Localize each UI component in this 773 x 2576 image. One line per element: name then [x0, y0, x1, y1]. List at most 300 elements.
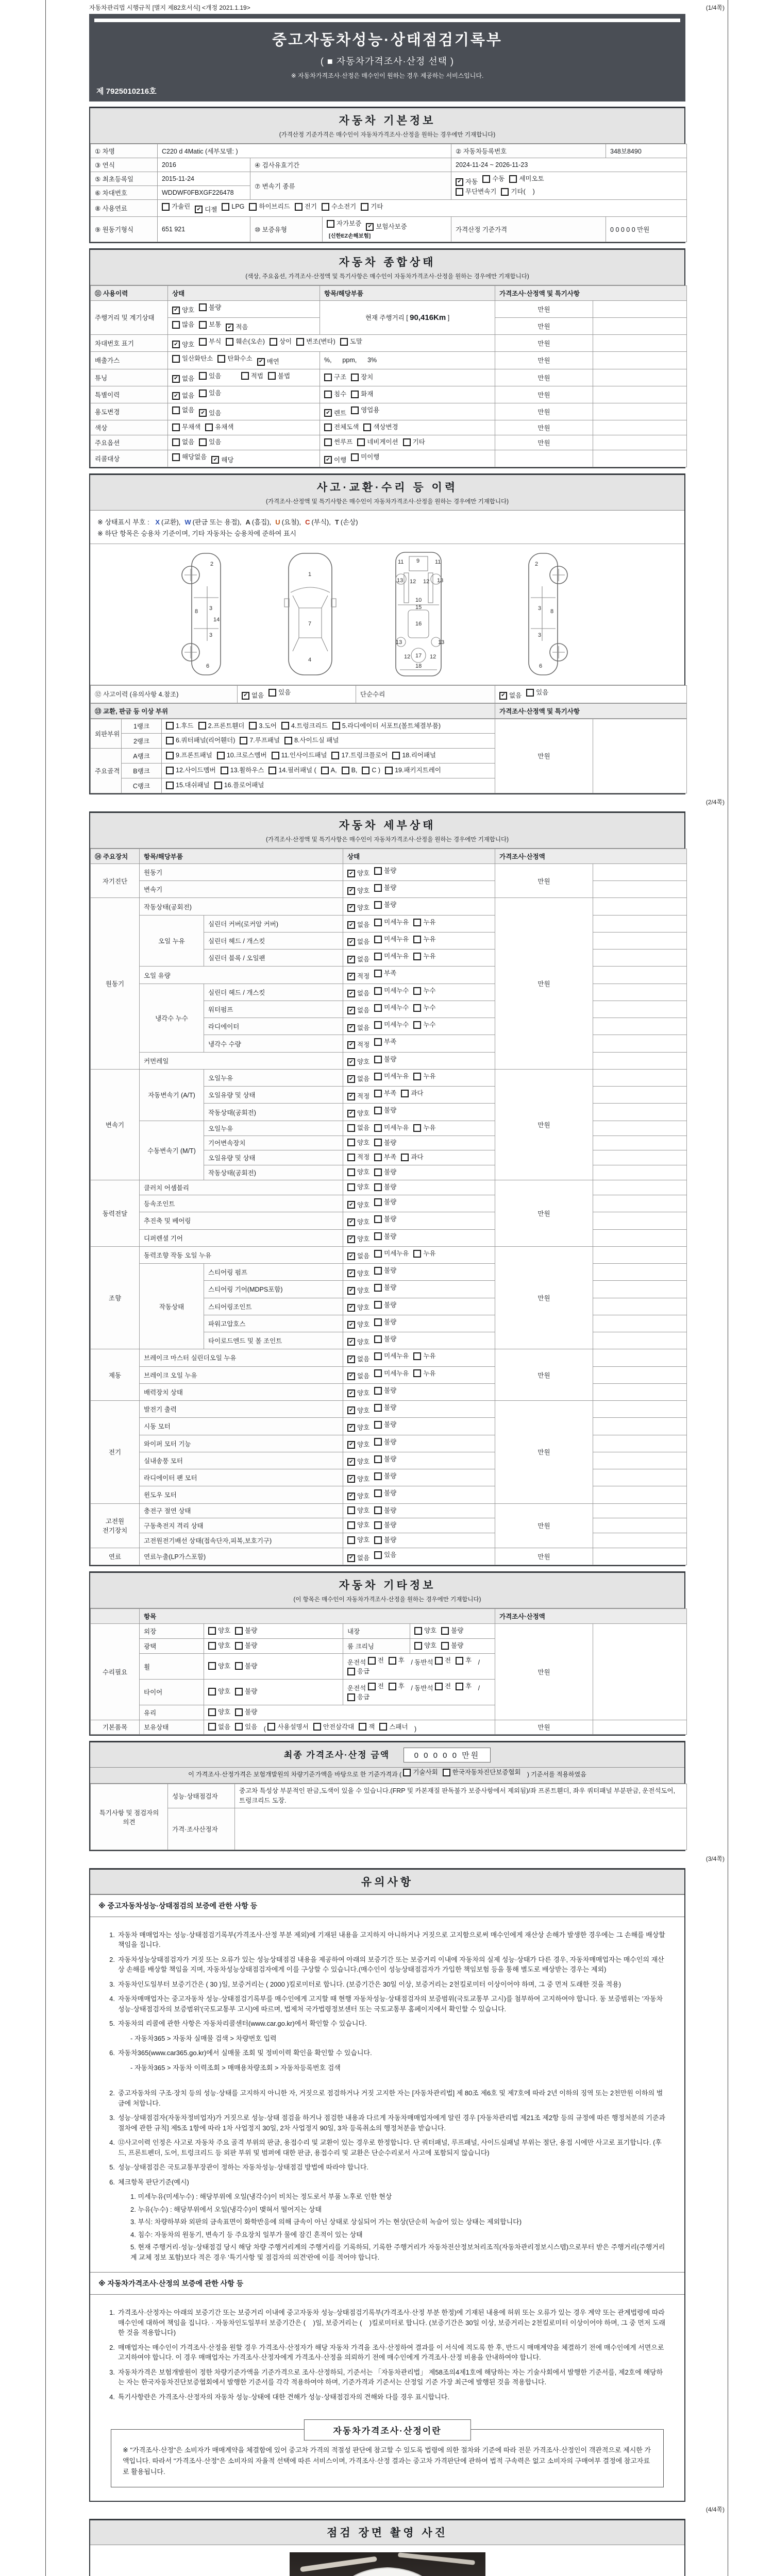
panel-number: 7	[308, 621, 311, 628]
checkbox-양호[interactable]: ✔ 양호	[347, 1337, 369, 1347]
checkbox-기타( )[interactable]: 기타( )	[501, 187, 534, 197]
checkbox-전체도색[interactable]: 전체도색	[324, 422, 359, 432]
checkbox-세미오토[interactable]: 세미오토	[509, 174, 544, 184]
checkbox-없음[interactable]: ✔ 없음	[347, 1553, 369, 1563]
item-label: 배력장치 상태	[140, 1383, 343, 1400]
item-label: 냉각수 수량	[204, 1035, 343, 1052]
checkbox-미세누수[interactable]: 미세누수	[374, 1020, 409, 1030]
notes-cell	[593, 1418, 687, 1435]
price-cell: 만원	[495, 1069, 593, 1180]
checkbox-16.플로어패널[interactable]: 16.플로어패널	[214, 781, 264, 790]
checkbox-누유[interactable]: 누유	[413, 952, 435, 961]
etc-title: 자동차 기타정보	[339, 1580, 436, 1592]
rankA-items	[162, 749, 495, 764]
checkbox-LPG[interactable]: LPG	[222, 202, 244, 212]
checkbox-없음[interactable]: ✔ 없음	[172, 374, 194, 384]
checkbox-9.프론트패널[interactable]: 9.프론트패널	[166, 751, 212, 760]
checkbox-자동[interactable]: ✔ 자동	[456, 177, 478, 187]
checkbox-14.필러패널 ([interactable]: 14.필러패널 (	[268, 766, 316, 775]
main-option-label: 주요옵션	[91, 435, 168, 450]
final-amount-value: 0 0 0 0 0 만원	[404, 1748, 491, 1762]
checkbox-양호[interactable]: ✔ 양호	[347, 1200, 369, 1210]
checkbox-잭[interactable]: 잭	[359, 1722, 375, 1732]
notes-cell	[593, 420, 687, 435]
checkbox-침수[interactable]: 침수	[324, 389, 346, 399]
checkbox-보통[interactable]: 보통	[199, 320, 221, 330]
checkbox-4.트렁크리드[interactable]: 4.트렁크리드	[281, 721, 328, 731]
notes-cell	[593, 1052, 687, 1069]
checkbox-없음[interactable]: ✔ 없음	[347, 1074, 369, 1084]
panel-number: 13	[438, 639, 444, 646]
checkbox-불량[interactable]: 불량	[374, 866, 396, 876]
checkbox-양호[interactable]: 양호	[208, 1687, 230, 1697]
notice-subitem: 3. 부식: 차량하부와 외판의 금속표면이 화학반응에 의해 금속이 아닌 상태로 상실되어 가는 현상(단순히 녹슬어 있는 상태는 제외합니다)	[130, 2218, 522, 2226]
panel-number: 3	[537, 632, 541, 639]
checkbox-1.후드[interactable]: 1.후드	[166, 721, 194, 731]
checkbox-7.루프패널[interactable]: 7.루프패널	[240, 736, 280, 745]
checkbox-5.라디에이터 서포트(볼트체결부품)[interactable]: 5.라디에이터 서포트(볼트체결부품)	[332, 721, 441, 731]
checkbox-없음[interactable]: ✔ 없음	[347, 1354, 369, 1364]
hold-options-cell	[204, 1720, 495, 1735]
checkbox-불량[interactable]: 불량	[374, 900, 396, 910]
tuning-exist-options	[172, 374, 226, 381]
rank2-items	[162, 734, 495, 749]
checkbox-C )[interactable]: C )	[362, 766, 380, 775]
base-price-label: 가격산정 기준가격	[451, 217, 606, 242]
checkbox-양호[interactable]: ✔ 양호	[347, 1303, 369, 1313]
notice-subitem: - 자동차365 > 자동차 실매물 검색 > 차량번호 입력	[130, 2034, 277, 2042]
glass-label: 유리	[140, 1705, 204, 1720]
checkbox-불량[interactable]: 불량	[374, 1197, 396, 1207]
item-label: 워터펌프	[204, 1001, 343, 1018]
notes-cell	[593, 1104, 687, 1121]
checkbox-양호[interactable]: ✔ 양호	[347, 903, 369, 913]
status-options	[343, 1087, 495, 1104]
notice-list-1	[90, 1917, 684, 2083]
checkbox-무채색[interactable]: 무채색	[172, 422, 200, 432]
checkbox-불량[interactable]: 불량	[374, 1454, 396, 1464]
checkbox-양호[interactable]: 양호	[347, 1520, 369, 1530]
checkbox-전[interactable]: 전	[368, 1682, 384, 1691]
col-usage-history: ⑪ 사용이력	[91, 285, 168, 300]
rank-label: B랭크	[122, 764, 162, 778]
notes-cell	[593, 386, 687, 403]
transmission-options-line1	[456, 174, 682, 187]
status-code-legend	[90, 511, 684, 544]
checkbox-썬루프[interactable]: 썬루프	[324, 437, 352, 447]
checkbox-8.사이드실 패널[interactable]: 8.사이드실 패널	[284, 736, 339, 745]
checkbox-보험사보증[interactable]: ✔ 보험사보증	[366, 222, 407, 232]
status-options	[343, 967, 495, 984]
notice-list-3	[90, 2295, 684, 2414]
status-options	[343, 1281, 495, 1298]
checkbox-렌트[interactable]: ✔ 렌트	[324, 409, 346, 418]
checkbox-적법[interactable]: 적법	[241, 371, 263, 381]
notes-cell	[593, 1136, 687, 1150]
checkbox-양호[interactable]: 양호	[347, 1182, 369, 1192]
tuning-label: 튜닝	[91, 369, 168, 386]
checkbox-불량[interactable]: 불량	[235, 1662, 257, 1671]
checkbox-미세누유[interactable]: 미세누유	[374, 1369, 409, 1379]
checkbox-부족[interactable]: 부족	[374, 969, 396, 978]
checkbox-불량[interactable]: 불량	[235, 1626, 257, 1636]
checkbox-이행[interactable]: ✔ 이행	[324, 455, 346, 465]
checkbox-2.프론트휀더[interactable]: 2.프론트휀더	[198, 721, 245, 731]
checkbox-적정[interactable]: 적정	[347, 1153, 369, 1162]
price-cell	[495, 450, 593, 467]
item-label: 스티어링 기어(MDPS포함)	[204, 1281, 343, 1298]
passenger-seat-label: / 동반석	[411, 1659, 433, 1666]
page-number-1: (1/4쪽)	[705, 4, 725, 11]
checkbox-유채색[interactable]: 유채색	[205, 422, 233, 432]
checkbox-미세누유[interactable]: 미세누유	[374, 918, 409, 927]
checkbox-양호[interactable]: ✔ 양호	[347, 869, 369, 878]
checkbox-불량[interactable]: 불량	[374, 1403, 396, 1413]
checkbox-없음[interactable]: ✔ 없음	[347, 1251, 369, 1261]
checkbox-불량[interactable]: 불량	[374, 1214, 396, 1224]
checkbox-과다[interactable]: 과다	[401, 1089, 423, 1098]
checkbox-한국자동차진단보증협회[interactable]: 한국자동차진단보증협회	[443, 1768, 521, 1777]
document-title: 중고자동차성능·상태점검기록부	[272, 32, 502, 48]
vin-value: WDDWF0FBXGF226478	[158, 186, 250, 200]
checkbox-없음[interactable]: ✔ 없음	[242, 691, 264, 701]
etc-col-price: 가격조사·산정액	[495, 1609, 687, 1624]
checkbox-불량[interactable]: 불량	[374, 1055, 396, 1064]
item-label: 윈도우 모터	[140, 1486, 343, 1503]
legend-note: ※ 하단 항목은 승용차 기준이며, 기타 자동차는 승용차에 준하여 표시	[97, 530, 297, 538]
panel-number: 17	[415, 653, 422, 659]
checkbox-3.도어[interactable]: 3.도어	[249, 721, 277, 731]
detail-row	[91, 1435, 687, 1452]
accident-history-section	[89, 473, 685, 794]
checkbox-색상변경[interactable]: 색상변경	[363, 422, 398, 432]
first-registration-label: ⑤ 최초등록일	[91, 172, 158, 186]
checkbox-누유[interactable]: 누유	[413, 918, 435, 927]
checkbox-불량[interactable]: 불량	[374, 1420, 396, 1430]
checkbox-훼손(오손)[interactable]: 훼손(오손)	[226, 337, 265, 347]
checkbox-양호[interactable]: ✔ 양호	[347, 1057, 369, 1067]
checkbox-15.대쉬패널[interactable]: 15.대쉬패널	[166, 781, 210, 790]
checkbox-없음[interactable]: 없음	[347, 1123, 369, 1133]
checkbox-전[interactable]: 전	[435, 1656, 451, 1666]
checkbox-화재[interactable]: 화재	[351, 389, 373, 399]
checkbox-누유[interactable]: 누유	[413, 1369, 435, 1379]
checkbox-가솔린[interactable]: 가솔린	[162, 202, 190, 212]
checkbox-불량[interactable]: 불량	[235, 1707, 257, 1717]
checkbox-미세누유[interactable]: 미세누유	[374, 1351, 409, 1361]
checkbox-양호[interactable]: 양호	[347, 1506, 369, 1516]
checkbox-불량[interactable]: 불량	[441, 1641, 463, 1651]
checkbox-하이브리드[interactable]: 하이브리드	[249, 202, 290, 212]
checkbox-없음[interactable]: ✔ 없음	[499, 691, 522, 701]
checkbox-누수[interactable]: 누수	[413, 1003, 435, 1013]
tire-label: 타이어	[140, 1679, 204, 1705]
checkbox-도말[interactable]: 도말	[340, 337, 362, 347]
device-label: 제동	[91, 1349, 140, 1401]
checkbox-구조[interactable]: 구조	[324, 372, 346, 382]
checkbox-응급[interactable]: 응급	[347, 1692, 369, 1702]
checkbox-불량[interactable]: 불량	[374, 1232, 396, 1242]
checkbox-없음[interactable]: ✔ 없음	[347, 955, 369, 964]
checkbox-해당없음[interactable]: 해당없음	[172, 452, 207, 462]
checkbox-없음[interactable]: 없음	[172, 437, 194, 447]
checkbox-많음[interactable]: 많음	[172, 320, 194, 330]
etc-subtitle: (이 항목은 매수인이 자동차가격조사·산정을 원하는 경우에만 기재합니다)	[293, 1597, 481, 1603]
overall-condition-table	[90, 285, 687, 468]
checkbox-없음[interactable]: ✔ 없음	[172, 391, 194, 401]
checkbox-불량[interactable]: 불량	[374, 1266, 396, 1276]
checkbox-있음[interactable]: 있음	[199, 437, 221, 447]
checkbox-11.인사이드패널[interactable]: 11.인사이드패널	[272, 751, 327, 760]
checkbox-있음[interactable]: 있음	[199, 388, 221, 398]
checkbox-적음[interactable]: ✔ 적음	[226, 323, 248, 332]
notice-subitem: 5. 현재 주행거리·성능·상태점검 당시 해당 차량 주행거리계의 주행거리를 기록하되, 기록한 주행거리가 자동차전산정보처리조직(자동차관리정보시스템)으로부터 받은 주행거리(주행거리계 교체 정보 포함)보다 적은 경우 '특기사항 및 점검자의 의견'란에 이를 적어야 합니다.	[130, 2243, 665, 2261]
checkbox-양호[interactable]: ✔ 양호	[347, 1406, 369, 1416]
checkbox-후[interactable]: 후	[389, 1682, 405, 1691]
checkbox-양호[interactable]: ✔ 양호	[347, 1475, 369, 1484]
checkbox-불량[interactable]: 불량	[374, 1520, 396, 1530]
checkbox-미세누유[interactable]: 미세누유	[374, 1072, 409, 1081]
checkbox-안전삼각대[interactable]: 안전삼각대	[313, 1722, 354, 1732]
checkbox-누유[interactable]: 누유	[413, 1351, 435, 1361]
checkbox-양호[interactable]: 양호	[208, 1662, 230, 1671]
checkbox-불량[interactable]: 불량	[374, 1138, 396, 1148]
checkbox-없음[interactable]: ✔ 없음	[347, 1023, 369, 1033]
checkbox-불량[interactable]: 불량	[374, 1106, 396, 1115]
checkbox-양호[interactable]: ✔ 양호	[347, 1109, 369, 1118]
status-options	[343, 1518, 495, 1533]
checkbox-불량[interactable]: 불량	[235, 1687, 257, 1697]
checkbox-불량[interactable]: 불량	[374, 1506, 396, 1516]
item-label: 라디에이터 팬 모터	[140, 1469, 343, 1486]
checkbox-양호[interactable]: ✔ 양호	[347, 1492, 369, 1501]
checkbox-양호[interactable]: ✔ 양호	[347, 1423, 369, 1433]
checkbox-A,[interactable]: A,	[321, 766, 337, 775]
mileage-status-options	[168, 300, 320, 317]
checkbox-불량[interactable]: 불량	[374, 1535, 396, 1545]
checkbox-누유[interactable]: 누유	[413, 1072, 435, 1081]
panel-number: 9	[416, 558, 419, 565]
checkbox-불량[interactable]: 불량	[374, 1283, 396, 1293]
wheel-positions	[343, 1654, 495, 1680]
checkbox-적정[interactable]: ✔ 적정	[347, 1092, 369, 1101]
checkbox-양호[interactable]: 양호	[347, 1138, 369, 1148]
checkbox-누수[interactable]: 누수	[413, 986, 435, 996]
wheel-passenger-options	[435, 1659, 476, 1666]
checkbox-양호[interactable]: 양호	[208, 1641, 230, 1651]
col-item: 항목/해당부품	[320, 285, 495, 300]
col-status: 상태	[168, 285, 320, 300]
checkbox-없음[interactable]: 없음	[172, 405, 194, 415]
checkbox-미세누유[interactable]: 미세누유	[374, 952, 409, 961]
checkbox-변조(변타)[interactable]: 변조(변타)	[296, 337, 335, 347]
notice-item: 5. 성능·상태점검은 국토교통부장관이 정하는 자동차성능·상태점검 방법에 따라야 합니다.	[109, 2163, 369, 2172]
checkbox-기타[interactable]: 기타	[403, 437, 425, 447]
checkbox-미세누유[interactable]: 미세누유	[374, 1123, 409, 1133]
checkbox-18.리어패널[interactable]: 18.리어패널	[392, 751, 436, 760]
exterior-label: 외장	[140, 1624, 204, 1639]
checkbox-양호[interactable]: 양호	[208, 1626, 230, 1636]
checkbox-응급[interactable]: 응급	[347, 1667, 369, 1676]
notes-cell	[593, 1720, 687, 1735]
panel-number: 12	[429, 654, 436, 660]
checkbox-디젤[interactable]: ✔ 디젤	[195, 205, 217, 215]
inspector-label: 성능·상태점검자	[168, 1784, 235, 1808]
panel-number: 16	[415, 621, 422, 628]
checkbox-해당[interactable]: ✔ 해당	[211, 455, 233, 465]
checkbox-불량[interactable]: 불량	[374, 1386, 396, 1396]
checkbox-없음[interactable]: ✔ 없음	[347, 1006, 369, 1015]
price-cell: 만원	[495, 403, 593, 420]
item-label: 와이퍼 모터 기능	[140, 1435, 343, 1452]
driver-seat-label: 운전석	[347, 1659, 366, 1666]
checkbox-부족[interactable]: 부족	[374, 1037, 396, 1047]
checkbox-누유[interactable]: 누유	[413, 1249, 435, 1259]
checkbox-누유[interactable]: 누유	[413, 935, 435, 944]
checkbox-6.쿼터패널(리어휀더)[interactable]: 6.쿼터패널(리어휀더)	[166, 736, 235, 745]
checkbox-양호[interactable]: 양호	[347, 1535, 369, 1545]
checkbox-불량[interactable]: 불량	[199, 303, 221, 313]
checkbox-누수[interactable]: 누수	[413, 1020, 435, 1030]
status-options	[343, 1018, 495, 1035]
checkbox-있음[interactable]: ✔ 있음	[199, 409, 221, 418]
checkbox-수동[interactable]: 수동	[482, 174, 505, 184]
checkbox-양호[interactable]: ✔ 양호	[347, 1457, 369, 1467]
checkbox-있음[interactable]: 있음	[526, 688, 548, 698]
notes-cell	[593, 1401, 687, 1418]
checkbox-있음[interactable]: 있음	[268, 688, 291, 698]
checkbox-후[interactable]: 후	[389, 1656, 405, 1666]
checkbox-있음[interactable]: 있음	[374, 1550, 396, 1560]
checkbox-기술사회[interactable]: 기술사회	[403, 1768, 438, 1777]
checkbox-불량[interactable]: 불량	[374, 1471, 396, 1481]
checkbox-불량[interactable]: 불량	[374, 1317, 396, 1327]
checkbox-매연[interactable]: ✔ 매연	[257, 357, 279, 367]
checkbox-부식[interactable]: 부식	[199, 337, 221, 347]
checkbox-부족[interactable]: 부족	[374, 1089, 396, 1098]
checkbox-없음[interactable]: ✔ 없음	[347, 1371, 369, 1381]
checkbox-불량[interactable]: 불량	[374, 1182, 396, 1192]
checkbox-17.트렁크플로어[interactable]: 17.트렁크플로어	[331, 751, 388, 760]
checkbox-누유[interactable]: 누유	[413, 1123, 435, 1133]
checkbox-탄화수소[interactable]: 탄화수소	[217, 354, 252, 364]
detail-row	[91, 1383, 687, 1400]
checkbox-양호[interactable]: 양호	[208, 1707, 230, 1717]
checkbox-스패너[interactable]: 스패너	[379, 1722, 408, 1732]
checkbox-12.사이드멤버[interactable]: 12.사이드멤버	[166, 766, 216, 775]
checkbox-자가보증[interactable]: 자가보증	[327, 219, 361, 229]
checkbox-19.패키지트레이[interactable]: 19.패키지트레이	[385, 766, 441, 775]
checkbox-후[interactable]: 후	[456, 1682, 472, 1691]
checkbox-양호[interactable]: 양호	[414, 1626, 436, 1636]
checkbox-없음[interactable]: ✔ 없음	[347, 937, 369, 947]
price-cell: 만원	[495, 420, 593, 435]
checkbox-전[interactable]: 전	[435, 1682, 451, 1691]
checkbox-미세누유[interactable]: 미세누유	[374, 1249, 409, 1259]
checkbox-양호[interactable]: ✔ 양호	[347, 1269, 369, 1279]
checkbox-적정[interactable]: ✔ 적정	[347, 1040, 369, 1050]
checkbox-있음[interactable]: 있음	[235, 1722, 257, 1732]
checkbox-있음[interactable]: 있음	[199, 371, 221, 381]
checkbox-양호[interactable]: ✔ 양호	[347, 1217, 369, 1227]
col-device: ⑭ 주요장치	[91, 849, 140, 863]
checkbox-불량[interactable]: 불량	[235, 1641, 257, 1651]
status-options	[343, 1548, 495, 1565]
panel-number: 12	[409, 579, 416, 585]
checkbox-과다[interactable]: 과다	[401, 1153, 423, 1162]
checkbox-장치[interactable]: 장치	[351, 372, 373, 382]
checkbox-후[interactable]: 후	[456, 1656, 472, 1666]
checkbox-양호[interactable]: ✔ 양호	[172, 340, 194, 350]
checkbox-미세누수[interactable]: 미세누수	[374, 1003, 409, 1013]
item-label: 작동상태(공회전)	[204, 1165, 343, 1180]
checkbox-수소전기[interactable]: 수소전기	[322, 202, 356, 212]
checkbox-미세누수[interactable]: 미세누수	[374, 986, 409, 996]
checkbox-전[interactable]: 전	[368, 1656, 384, 1666]
checkbox-양호[interactable]: ✔ 양호	[347, 1234, 369, 1244]
rank-label: 1랭크	[122, 719, 162, 734]
status-options	[343, 932, 495, 949]
status-options	[343, 1150, 495, 1165]
checkbox-부족[interactable]: 부족	[374, 1153, 396, 1162]
passenger-seat-label: / 동반석	[411, 1684, 433, 1692]
status-options	[343, 1052, 495, 1069]
checkbox-불량[interactable]: 불량	[374, 1167, 396, 1177]
checkbox-양호[interactable]: ✔ 양호	[347, 1320, 369, 1330]
checkbox-13.휠하우스[interactable]: 13.휠하우스	[221, 766, 264, 775]
checkbox-불법[interactable]: 불법	[268, 371, 290, 381]
checkbox-불량[interactable]: 불량	[441, 1626, 463, 1636]
checkbox-B,[interactable]: B,	[342, 766, 358, 775]
checkbox-기타[interactable]: 기타	[361, 202, 383, 212]
panel-number: 1	[308, 571, 311, 578]
checkbox-양호[interactable]: ✔ 양호	[347, 886, 369, 896]
checkbox-네비게이션[interactable]: 네비게이션	[357, 437, 398, 447]
status-options	[343, 1298, 495, 1315]
checkbox-10.크로스멤버[interactable]: 10.크로스멤버	[217, 751, 267, 760]
checkbox-적정[interactable]: ✔ 적정	[347, 972, 369, 981]
checkbox-불량[interactable]: 불량	[374, 1300, 396, 1310]
checkbox-불량[interactable]: 불량	[374, 883, 396, 893]
checkbox-양호[interactable]: 양호	[414, 1641, 436, 1651]
checkbox-양호[interactable]: ✔ 양호	[347, 1286, 369, 1296]
notes-cell	[593, 967, 687, 984]
checkbox-미세누유[interactable]: 미세누유	[374, 935, 409, 944]
fuel-options	[158, 200, 687, 217]
notes-cell	[593, 1349, 687, 1366]
checkbox-무단변속기[interactable]: 무단변속기	[456, 187, 496, 197]
checkbox-미이행[interactable]: 미이행	[351, 452, 379, 462]
checkbox-없음[interactable]: ✔ 없음	[347, 920, 369, 930]
checkbox-불량[interactable]: 불량	[374, 1437, 396, 1447]
checkbox-일산화탄소[interactable]: 일산화탄소	[172, 354, 213, 364]
checkbox-사용설명서[interactable]: 사용설명서	[267, 1722, 308, 1732]
checkbox-없음[interactable]: ✔ 없음	[347, 989, 369, 998]
checkbox-양호[interactable]: 양호	[347, 1167, 369, 1177]
checkbox-전기[interactable]: 전기	[295, 202, 317, 212]
checkbox-불량[interactable]: 불량	[374, 1334, 396, 1344]
checkbox-불량[interactable]: 불량	[374, 1488, 396, 1498]
checkbox-양호[interactable]: ✔ 양호	[172, 306, 194, 315]
checkbox-없음[interactable]: 없음	[208, 1722, 230, 1732]
checkbox-영업용[interactable]: 영업용	[351, 405, 379, 415]
checkbox-양호[interactable]: ✔ 양호	[347, 1388, 369, 1398]
simple-repair-options	[495, 686, 687, 703]
panel-number: 2	[534, 561, 538, 568]
checkbox-양호[interactable]: ✔ 양호	[347, 1440, 369, 1450]
checkbox-상이[interactable]: 상이	[270, 337, 292, 347]
status-options	[343, 1401, 495, 1418]
